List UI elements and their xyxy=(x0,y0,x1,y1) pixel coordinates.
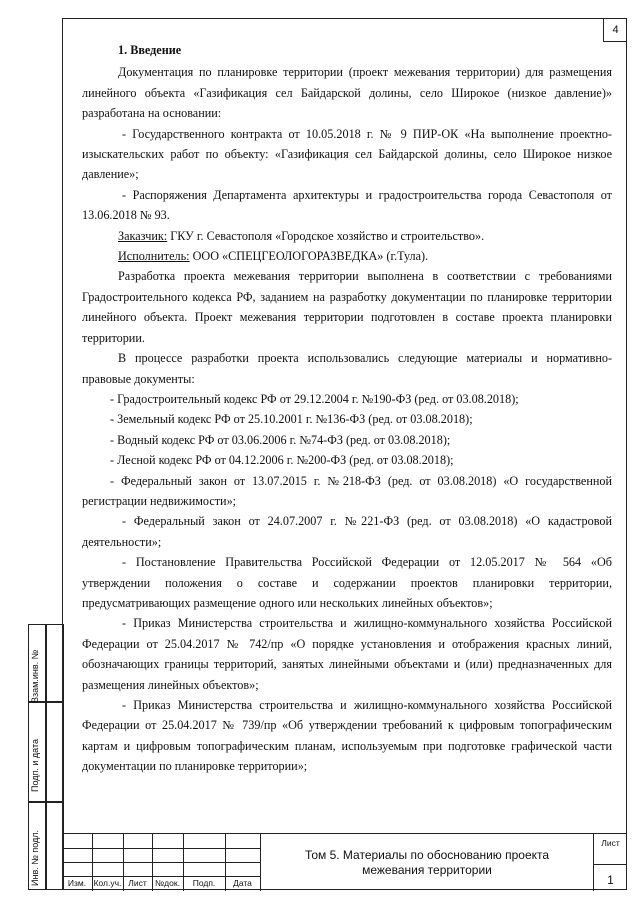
stamp-columns xyxy=(62,834,260,891)
section-heading: 1. Введение xyxy=(118,43,182,57)
contractor-label: Исполнитель: xyxy=(118,249,190,264)
title-block-stamp xyxy=(62,833,627,890)
list-item-leskodeks: - Лесной кодекс РФ от 04.12.2006 г. №200-ФЗ (ред. от 03.08.2018); xyxy=(110,453,454,468)
sheet-box xyxy=(593,834,627,891)
side-label-podp: Подп. и дата xyxy=(30,738,40,792)
sheet-number: 1 xyxy=(594,864,627,887)
side-label-vzam: Взам.инв. № xyxy=(30,649,40,703)
stamp-col-koluch: Кол.уч. xyxy=(93,878,122,888)
list-item-vodkodeks: - Водный кодекс РФ от 03.06.2006 г. №74-ФЗ (ред. от 03.08.2018); xyxy=(110,432,451,447)
customer-label: Заказчик: xyxy=(118,228,168,243)
paragraph-order: - Распоряжения Департамента архитектуры и градостроительства города Севастополя от 13.06.2018 № 93. xyxy=(82,187,612,223)
contractor-value: ООО «СПЕЦГЕОЛОГОРАЗВЕДКА» (г.Тула). xyxy=(189,249,429,264)
paragraph-contract: - Государственного контракта от 10.05.2018 г. № 9 ПИР-ОК «На выполнение проектно-изыскательских работ по объекту: «Газификация сел Байдарской долины, село Широкое низкое давление»; xyxy=(82,126,612,182)
list-item-gradkodeks: - Градостроительный кодекс РФ от 29.12.2004 г. №190-ФЗ (ред. от 03.08.2018); xyxy=(110,391,519,406)
paragraph-customer xyxy=(82,226,612,246)
stamp-col-ndok: №док. xyxy=(155,878,180,888)
stamp-col-data: Дата xyxy=(233,878,252,888)
side-cell-vzam-value xyxy=(46,624,64,702)
list-item-prikaz-742: - Приказ Министерства строительства и жилищно-коммунального хозяйства Российской Федерации от 25.04.2017 № 742/пр «О порядке установления и отображения красных линий, обозначающих границы территорий, занятых линейными объектами и (или) предназначенных для размещения линейных объектов»; xyxy=(82,616,612,692)
list-item-prikaz-739: - Приказ Министерства строительства и жилищно-коммунального хозяйства Российской Федерации от 25.04.2017 № 739/пр «Об утверждении требований к цифровым топографическим картам и цифровым топографическим планам, используемым при подготовке графической части документации по планировке территории»; xyxy=(82,698,612,774)
side-stamp-strip xyxy=(28,624,64,890)
stamp-title-line1: Том 5. Материалы по обоснованию проекта xyxy=(304,847,550,862)
list-item-fz221: - Федеральный закон от 24.07.2007 г. №221-ФЗ (ред. от 03.08.2018) «О кадастровой деятельности»; xyxy=(82,514,612,549)
stamp-title xyxy=(260,834,593,891)
list-item-fz218: - Федеральный закон от 13.07.2015 г. №218-ФЗ (ред. от 03.08.2018) «О государственной регистрации недвижимости»; xyxy=(82,473,612,508)
paragraph-materials: В процессе разработки проекта использовались следующие материалы и нормативно-правовые документы: xyxy=(82,351,612,386)
side-cell-podp-value xyxy=(46,702,64,802)
paragraph-development: Разработка проекта межевания территории выполнена в соответствии с требованиями Градостроительного кодекса РФ, заданием на разработку документации по планировке территории линейного объекта. Проект межевания территории подготовлен в составе проекта планировки территории. xyxy=(82,269,612,345)
side-label-inv: Инв. № подл. xyxy=(30,829,40,886)
list-item-zemkodeks: - Земельный кодекс РФ от 25.10.2001 г. №136-ФЗ (ред. от 03.08.2018); xyxy=(110,412,473,427)
customer-value: ГКУ г. Севастополя «Городское хозяйство и строительство». xyxy=(167,228,485,243)
paragraph-basis: Документация по планировке территории (проект межевания территории) для размещения линейного объекта «Газификация сел Байдарской долины, село Широкое (низкое давление)» разработана на основании: xyxy=(82,65,612,121)
page-number: 4 xyxy=(603,18,627,42)
stamp-col-podp: Подп. xyxy=(192,878,216,888)
sheet-label: Лист xyxy=(601,838,620,848)
stamp-col-list: Лист xyxy=(128,878,147,888)
stamp-title-line2: межевания территории xyxy=(362,862,492,877)
paragraph-contractor xyxy=(82,246,612,266)
list-item-postanovlenie: - Постановление Правительства Российской Федерации от 12.05.2017 № 564 «Об утверждении положения о составе и содержании проектов планировки территории, предусматривающих размещение одного или нескольких линейных объектов»; xyxy=(82,555,612,610)
stamp-col-izm: Изм. xyxy=(67,878,87,888)
document-body xyxy=(82,40,612,777)
